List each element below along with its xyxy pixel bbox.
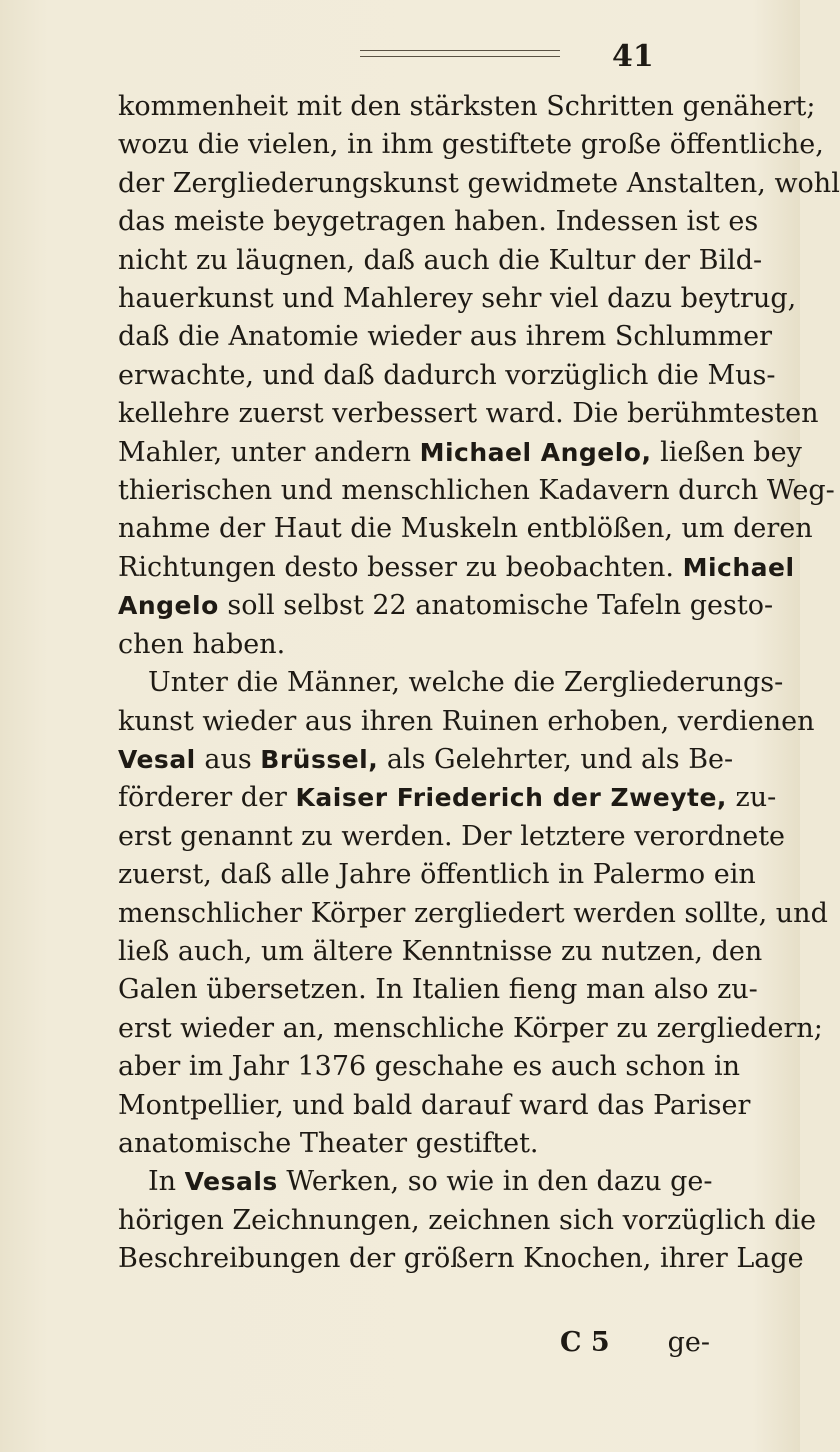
line-text: nahme der Haut die Muskeln entblößen, um deren	[118, 513, 813, 545]
text-line	[118, 626, 710, 664]
line-text: thierischen und menschlichen Kadavern durch Weg-	[118, 475, 835, 507]
page-number: 41	[612, 39, 654, 74]
text-line	[118, 587, 774, 625]
line-text: erst wieder an, menschliche Körper zu zergliedern;	[118, 1012, 823, 1044]
line-text: soll selbst 22 anatomische Tafeln gesto-	[218, 590, 774, 622]
page-footer	[118, 1324, 710, 1364]
line-text: erwachte, und daß dadurch vorzüglich die Mus-	[118, 359, 776, 391]
line-text: das meiste beygetragen haben. Indessen ist es	[118, 206, 759, 238]
line-text: Mahler, unter andern	[118, 436, 420, 468]
catchword: ge-	[667, 1327, 710, 1358]
line-text: Beschreibungen der größern Knochen, ihrer Lage	[118, 1243, 804, 1275]
line-text: wozu die vielen, in ihm gestiftete große öffentliche,	[118, 129, 824, 161]
text-line	[118, 318, 772, 356]
text-line	[118, 818, 786, 856]
text-line	[118, 1202, 817, 1240]
body-text	[118, 88, 840, 1279]
text-line	[118, 933, 763, 971]
emphasized-name: Vesals	[184, 1167, 278, 1197]
header-rule-bottom	[360, 56, 560, 57]
text-line	[118, 779, 777, 817]
line-text: menschlicher Körper zergliedert werden sollte, und	[118, 897, 828, 929]
line-text: chen haben.	[118, 628, 286, 660]
line-text: In	[148, 1166, 185, 1198]
line-text: kommenheit mit den stärksten Schritten genähert;	[118, 91, 816, 122]
text-line	[118, 1048, 741, 1086]
line-text: aber im Jahr 1376 geschahe es auch schon in	[118, 1051, 741, 1083]
text-line	[118, 1087, 751, 1125]
line-text: ließen bey	[651, 436, 802, 468]
line-text: anatomische Theater gestiftet.	[118, 1127, 539, 1159]
line-text: nicht zu läugnen, daß auch die Kultur der Bild-	[118, 244, 763, 276]
text-line	[118, 1010, 823, 1048]
text-line	[118, 1125, 710, 1163]
text-line	[118, 741, 734, 779]
emphasized-name: Vesal	[118, 744, 196, 774]
text-line	[118, 242, 763, 280]
emphasized-name: Brüssel,	[260, 744, 379, 774]
signature-mark: C 5	[560, 1327, 610, 1358]
emphasized-name: Michael	[682, 552, 795, 582]
line-text: daß die Anatomie wieder aus ihrem Schlummer	[118, 321, 772, 353]
text-line	[118, 510, 813, 548]
line-text: Galen übersetzen. In Italien fieng man also zu-	[118, 974, 758, 1006]
line-text: Unter die Männer, welche die Zergliederungs-	[148, 667, 784, 699]
line-text: zuerst, daß alle Jahre öffentlich in Palermo ein	[118, 859, 756, 891]
text-line	[118, 1163, 713, 1201]
text-line	[118, 434, 802, 472]
line-text: aus	[195, 743, 261, 775]
line-text: Montpellier, und bald darauf ward das Pariser	[118, 1089, 751, 1121]
line-text: kellehre zuerst verbessert ward. Die berühmtesten	[118, 398, 819, 430]
line-text: hörigen Zeichnungen, zeichnen sich vorzüglich die	[118, 1204, 817, 1236]
line-text: Richtungen desto besser zu beobachten.	[118, 551, 683, 583]
emphasized-name: Kaiser Friederich der Zweyte,	[295, 783, 727, 813]
text-line	[118, 357, 776, 395]
text-line	[118, 472, 835, 510]
header-rule-top	[360, 50, 560, 51]
line-text: als Gelehrter, und als Be-	[378, 743, 734, 775]
text-line	[118, 395, 819, 433]
line-text: Werken, so wie in den dazu ge-	[277, 1166, 713, 1198]
emphasized-name: Michael Angelo,	[419, 437, 652, 467]
text-line	[118, 856, 756, 894]
text-line	[118, 895, 828, 933]
line-text: ließ auch, um ältere Kenntnisse zu nutzen, den	[118, 935, 763, 967]
text-line	[118, 549, 795, 587]
page-header	[0, 39, 800, 82]
line-text: zu-	[726, 782, 777, 814]
text-line	[118, 126, 824, 164]
line-text: förderer der	[118, 782, 296, 814]
text-line	[118, 88, 816, 126]
line-text: der Zergliederungskunst gewidmete Anstalten, wohl	[118, 167, 840, 199]
text-line	[118, 971, 758, 1009]
text-line	[118, 1240, 804, 1278]
text-line	[118, 165, 840, 203]
text-line	[118, 703, 815, 741]
line-text: hauerkunst und Mahlerey sehr viel dazu beytrug,	[118, 283, 797, 315]
line-text: kunst wieder aus ihren Ruinen erhoben, verdienen	[118, 705, 815, 737]
text-line	[118, 280, 797, 318]
line-text: erst genannt zu werden. Der letztere verordnete	[118, 820, 786, 852]
text-line	[118, 664, 784, 702]
emphasized-name: Angelo	[118, 591, 219, 621]
text-line	[118, 203, 759, 241]
